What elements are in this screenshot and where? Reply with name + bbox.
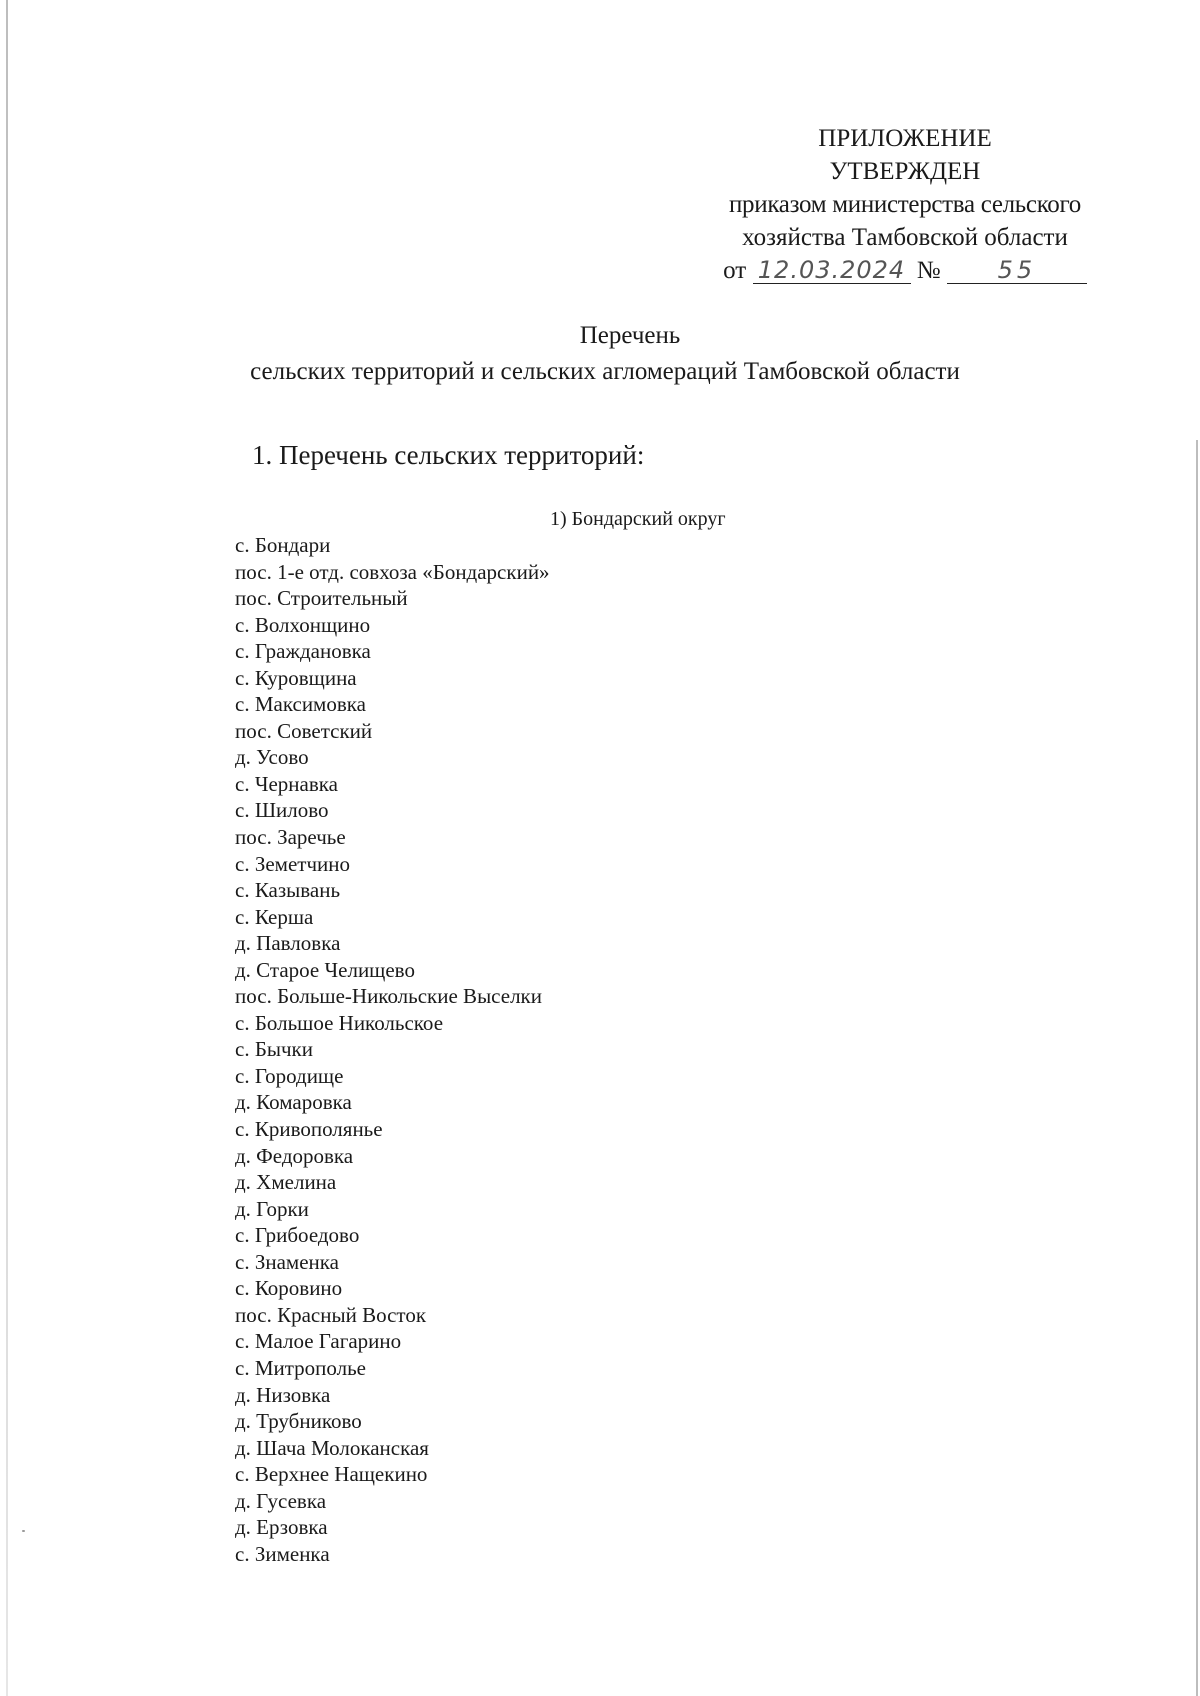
- settlement-item: с. Малое Гагарино: [235, 1329, 402, 1354]
- settlement-item: с. Максимовка: [235, 692, 366, 717]
- scan-edge-left: [6, 0, 8, 1696]
- district-heading: 1) Бондарский округ: [550, 508, 726, 530]
- title-line-1: Перечень: [579, 322, 681, 349]
- settlement-item: с. Земетчино: [235, 851, 350, 876]
- title-line-2: сельских территорий и сельских агломераций Тамбовской области: [250, 358, 960, 385]
- settlement-item: с. Бычки: [235, 1037, 313, 1062]
- settlement-item: пос. Заречье: [235, 825, 346, 850]
- settlement-item: с. Кривополянье: [235, 1117, 383, 1142]
- settlement-item: с. Знаменка: [235, 1249, 339, 1274]
- date-prefix: от: [723, 257, 747, 284]
- settlement-list: [235, 532, 550, 1567]
- settlement-item: с. Коровино: [235, 1276, 343, 1301]
- settlement-item: с. Казывань: [235, 878, 341, 903]
- settlement-item: д. Низовка: [235, 1382, 331, 1407]
- settlement-item: с. Керша: [235, 904, 314, 929]
- settlement-item: д. Хмелина: [235, 1170, 337, 1195]
- settlement-item: с. Грибоедово: [235, 1223, 360, 1248]
- settlement-item: с. Шилово: [235, 798, 329, 823]
- document-title: [0, 318, 1200, 390]
- approval-order-line: приказом министерства сельского: [728, 191, 1082, 218]
- number-prefix: №: [916, 257, 941, 284]
- approval-approved-label: УТВЕРЖДЕН: [829, 158, 981, 185]
- approval-block: [680, 122, 1130, 287]
- settlement-item: д. Комаровка: [235, 1090, 352, 1115]
- approval-appendix-label: ПРИЛОЖЕНИЕ: [818, 125, 992, 152]
- settlement-item: с. Зименка: [235, 1541, 330, 1566]
- settlement-item: д. Павловка: [235, 931, 341, 956]
- settlement-item: пос. Красный Восток: [235, 1302, 427, 1327]
- settlement-item: д. Старое Челищево: [235, 957, 415, 982]
- settlement-item: с. Городище: [235, 1063, 344, 1088]
- settlement-item: пос. Советский: [235, 718, 373, 743]
- settlement-item: д. Усово: [235, 745, 309, 770]
- settlement-item: пос. 1-е отд. совхоза «Бондарский»: [235, 559, 550, 584]
- settlement-item: с. Граждановка: [235, 639, 371, 664]
- settlement-item: с. Митрополье: [235, 1355, 367, 1380]
- settlement-item: д. Горки: [235, 1196, 309, 1221]
- approval-ministry-line: хозяйства Тамбовской области: [742, 224, 1068, 251]
- settlement-item: д. Шача Молоканская: [235, 1435, 429, 1460]
- handwritten-number: 55: [947, 257, 1087, 284]
- settlement-item: с. Чернавка: [235, 771, 338, 796]
- settlement-item: пос. Больше-Никольские Выселки: [235, 984, 542, 1009]
- settlement-item: с. Большое Никольское: [235, 1010, 444, 1035]
- settlement-item: с. Бондари: [235, 533, 331, 557]
- scan-speck: [22, 1530, 25, 1532]
- section-heading: 1. Перечень сельских территорий:: [252, 440, 645, 470]
- settlement-item: д. Ерзовка: [235, 1515, 328, 1540]
- settlement-item: с. Верхнее Нащекино: [235, 1462, 428, 1487]
- settlement-item: с. Куровщина: [235, 665, 357, 690]
- handwritten-date: 12.03.2024: [753, 257, 911, 284]
- settlement-item: д. Трубниково: [235, 1409, 362, 1434]
- settlement-item: д. Федоровка: [235, 1143, 354, 1168]
- approval-date-line: [680, 254, 1130, 287]
- settlement-item: с. Волхонщино: [235, 612, 371, 637]
- settlement-item: пос. Строительный: [235, 586, 408, 611]
- settlement-item: д. Гусевка: [235, 1488, 327, 1513]
- scan-edge-right: [1196, 440, 1198, 1696]
